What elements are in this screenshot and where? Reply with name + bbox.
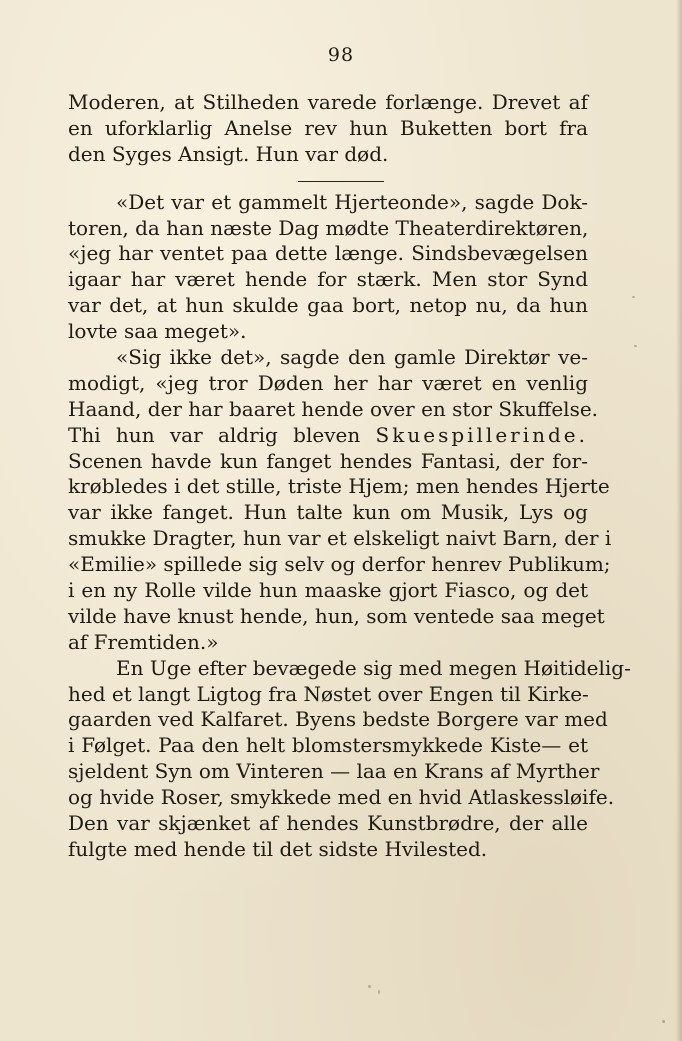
paper-speck (368, 985, 371, 988)
thi-prefix: Thi hun var aldrig bleven (68, 422, 361, 447)
spaced-word: Skuespillerinde. (375, 422, 588, 447)
text-line: sjeldent Syn om Vinteren — laa en Krans af Myrther (68, 759, 600, 784)
section-gap (68, 168, 588, 190)
text-line: modigt, «jeg tror Døden her har været en venlig (68, 370, 588, 395)
paper-speck (634, 345, 637, 347)
text-line-spaced (68, 423, 588, 449)
text-line: Den var skjænket af hendes Kunstbrødre, der alle (68, 811, 588, 836)
text-line: Scenen havde kun fanget hendes Fantasi, der for- (68, 448, 588, 473)
text-line: lovte saa meget». (68, 319, 247, 344)
text-line: «jeg har ventet paa dette længe. Sindsbevægelsen (68, 241, 588, 266)
paper-speck (662, 1020, 665, 1023)
text-line: i en ny Rolle vilde hun maaske gjort Fiasco, og det (68, 578, 588, 603)
text-line: gaarden ved Kalfaret. Byens bedste Borgere var med (68, 707, 608, 732)
text-line: og hvide Roser, smykkede med en hvid Atlaskessløife. (68, 785, 615, 810)
text-line: krøbledes i det stille, triste Hjem; men hendes Hjerte (68, 474, 610, 499)
text-line: var ikke fanget. Hun talte kun om Musik, Lys og (68, 500, 588, 525)
page-edge-shadow (676, 0, 682, 1041)
text-line: igaar har været hende for stærk. Men stor Synd (68, 267, 588, 292)
text-line: En Uge efter bevægede sig med megen Høitidelig- (116, 655, 631, 680)
page-number: 98 (327, 44, 355, 66)
text-line: i Følget. Paa den helt blomstersmykkede Kiste— et (68, 733, 588, 758)
text-line: hed et langt Ligtog fra Nøstet over Engen til Kirke- (68, 681, 589, 706)
text-line: vilde have knust hende, hun, som ventede saa meget (68, 603, 605, 628)
text-line: «Sig ikke det», sagde den gamle Direktør ve- (116, 345, 588, 370)
paper-speck (378, 990, 380, 994)
paper-speck (632, 296, 635, 298)
text-line: den Syges Ansigt. Hun var død. (68, 141, 389, 166)
text-line: Moderen, at Stilheden varede forlænge. Drevet af (68, 90, 588, 114)
text-line: «Emilie» spillede sig selv og derfor henrev Publikum; (68, 552, 611, 577)
text-line: «Det var et gammelt Hjerteonde», sagde Dok- (116, 189, 588, 214)
text-line: var det, at hun skulde gaa bort, netop nu, da hun (68, 293, 588, 318)
text-line: af Fremtiden.» (68, 629, 219, 654)
text-line: smukke Dragter, hun var et elskeligt naivt Barn, der i (68, 526, 612, 551)
body-text (68, 90, 631, 863)
text-line: fulgte med hende til det sidste Hvilested. (68, 836, 488, 861)
text-line: en uforklarlig Anelse rev hun Buketten bort fra (68, 115, 588, 140)
text-line: toren, da han næste Dag mødte Theaterdirektøren, (68, 215, 589, 240)
text-line: Haand, der har baaret hende over en stor Skuffelse. (68, 396, 599, 421)
